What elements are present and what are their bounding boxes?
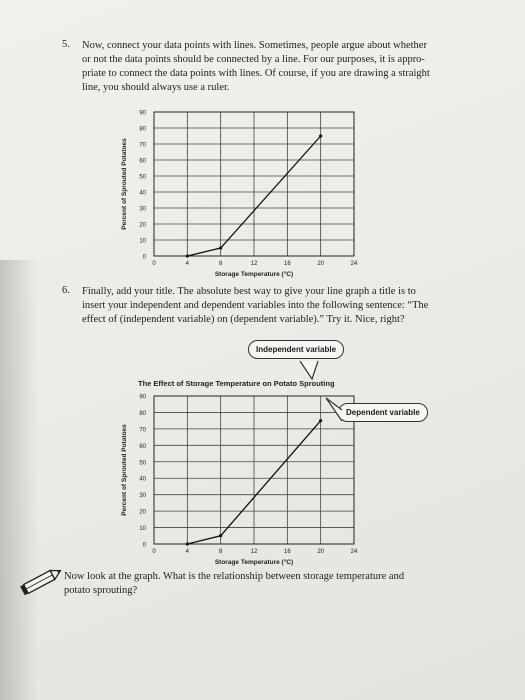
- y-tick-label: 10: [139, 238, 146, 245]
- y-axis-label: Percent of Sprouted Potatoes: [121, 138, 128, 230]
- y-tick-label: 40: [139, 476, 146, 483]
- y-tick-label: 80: [139, 410, 146, 417]
- x-tick-label: 0: [152, 549, 156, 555]
- y-tick-label: 50: [139, 174, 146, 181]
- y-tick-label: 60: [139, 443, 146, 450]
- x-tick-label: 8: [218, 549, 223, 555]
- question-6-line: effect of (independent variable) on (dependent variable).” Try it. Nice, right?: [82, 314, 405, 325]
- y-tick-label: 20: [139, 509, 146, 516]
- y-tick-label: 80: [139, 126, 146, 133]
- independent-callout-tail: [300, 361, 318, 379]
- final-question-text: [64, 570, 484, 598]
- x-tick-label: 20: [317, 549, 325, 555]
- x-tick-label: 4: [185, 549, 190, 555]
- y-tick-label: 30: [139, 206, 146, 213]
- y-tick-label: 70: [139, 427, 146, 434]
- question-5-line: priate to connect the data points with lines. Of course, if you are drawing a straight: [82, 68, 430, 79]
- y-axis-label: Percent of Sprouted Potatoes: [121, 424, 128, 516]
- x-tick-label: 24: [350, 261, 358, 267]
- question-6-line: Finally, add your title. The absolute best way to give your line graph a title is to: [82, 286, 416, 297]
- y-tick-label: 0: [142, 254, 146, 261]
- final-question-line: potato sprouting?: [64, 585, 138, 596]
- question-6-number: 6.: [62, 285, 70, 296]
- y-tick-label: 0: [142, 542, 146, 549]
- x-tick-label: 12: [250, 549, 258, 555]
- question-5-line: or not the data points should be connected by a line. For our purposes, it is appro-: [82, 54, 425, 65]
- chart-title: The Effect of Storage Temperature on Potato Sprouting: [138, 379, 335, 388]
- question-6-line: insert your independent and dependent variables into the following sentence: “The: [82, 300, 429, 311]
- dependent-callout-tail: [326, 398, 342, 421]
- x-tick-label: 16: [283, 261, 291, 267]
- y-tick-label: 90: [139, 110, 146, 117]
- question-5-line: Now, connect your data points with lines. Sometimes, people argue about whether: [82, 40, 427, 51]
- y-tick-label: 70: [139, 142, 146, 149]
- final-question-line: Now look at the graph. What is the relationship between storage temperature and: [64, 571, 405, 582]
- y-tick-label: 30: [139, 493, 146, 500]
- x-axis-label: Storage Temperature (°C): [214, 271, 294, 278]
- x-tick-label: 24: [350, 549, 358, 555]
- x-tick-label: 12: [250, 261, 258, 267]
- x-tick-label: 8: [218, 261, 223, 267]
- y-tick-label: 10: [139, 526, 146, 533]
- question-5-line: line, you should always use a ruler.: [82, 82, 230, 93]
- question-5-number: 5.: [62, 39, 70, 50]
- independent-variable-callout: Independent variable: [248, 340, 344, 359]
- y-tick-label: 90: [139, 394, 146, 401]
- x-tick-label: 20: [317, 261, 325, 267]
- x-axis-label: Storage Temperature (°C): [214, 559, 294, 566]
- y-tick-label: 40: [139, 190, 146, 197]
- y-tick-label: 50: [139, 460, 146, 467]
- pencil-icon: [18, 565, 64, 597]
- x-tick-label: 0: [152, 261, 156, 267]
- x-tick-label: 16: [283, 549, 291, 555]
- y-tick-label: 60: [139, 158, 146, 165]
- x-tick-label: 4: [185, 261, 190, 267]
- dependent-variable-callout: Dependent variable: [338, 403, 428, 422]
- y-tick-label: 20: [139, 222, 146, 229]
